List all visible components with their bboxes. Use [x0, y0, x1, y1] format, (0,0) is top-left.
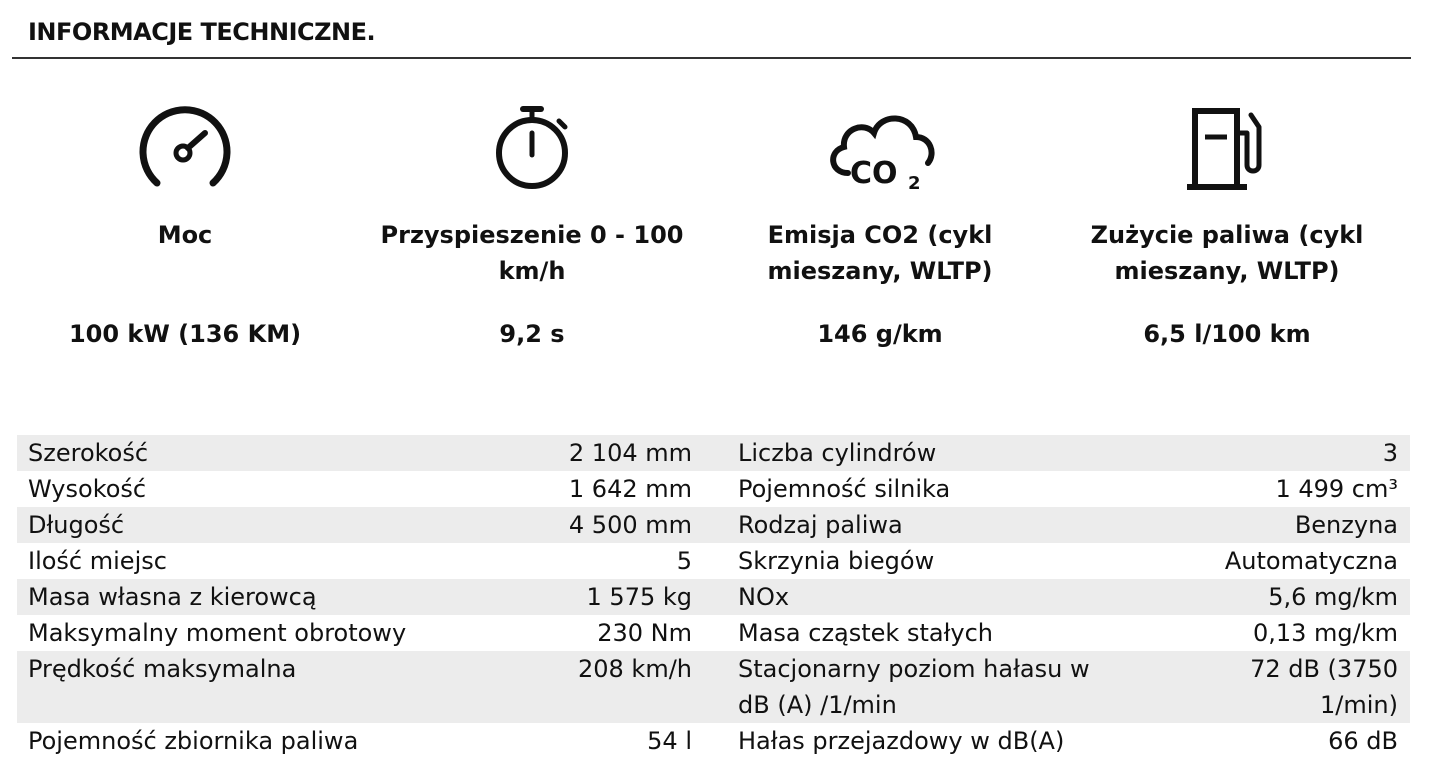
stat-fuel [1062, 100, 1392, 349]
spec-value: 5 [676, 547, 692, 575]
svg-text:2: 2 [908, 172, 921, 193]
spec-label: Maksymalny moment obrotowy [28, 619, 407, 647]
spec-label: Ilość miejsc [28, 547, 167, 575]
stat-label: Moc [157, 221, 213, 249]
stat-acceleration [367, 100, 697, 349]
spec-label: Liczba cylindrów [738, 439, 937, 467]
table-row [17, 579, 1410, 615]
spec-value: 1 575 kg [586, 583, 692, 611]
spec-value: 66 dB [1328, 727, 1398, 755]
table-row [17, 435, 1410, 471]
stat-value: 9,2 s [499, 320, 565, 348]
spec-label: Masa własna z kierowcą [28, 583, 317, 611]
spec-value: 2 104 mm [568, 439, 692, 467]
spec-value: 1 499 cm³ [1275, 475, 1398, 503]
spec-label: NOx [738, 583, 790, 611]
spec-value: Automatyczna [1224, 547, 1398, 575]
table-row [17, 723, 1410, 759]
stat-value: 100 kW (136 KM) [68, 320, 302, 348]
spec-value: 4 500 mm [568, 511, 692, 539]
stopwatch-icon [487, 103, 577, 193]
spec-label: Wysokość [28, 475, 147, 503]
co2-cloud-icon [820, 103, 940, 193]
spec-label: Pojemność zbiornika paliwa [28, 727, 359, 755]
spec-label: Rodzaj paliwa [738, 511, 903, 539]
key-stats [0, 100, 1440, 380]
svg-text:CO: CO [850, 155, 898, 191]
spec-value: 3 [1382, 439, 1398, 467]
spec-label: Szerokość [28, 439, 149, 467]
fuel-pump-icon [1177, 103, 1277, 193]
spec-value: 208 km/h [577, 655, 692, 683]
spec-label: Stacjonarny poziom hałasu w dB (A) /1/min [738, 655, 1090, 719]
spec-value: 5,6 mg/km [1268, 583, 1398, 611]
spec-label: Masa cząstek stałych [738, 619, 994, 647]
spec-label: Prędkość maksymalna [28, 655, 297, 683]
stat-value: 146 g/km [817, 320, 943, 348]
spec-value: 54 l [647, 727, 692, 755]
table-row [17, 651, 1410, 723]
spec-label: Pojemność silnika [738, 475, 951, 503]
spec-label: Skrzynia biegów [738, 547, 935, 575]
spec-value: 0,13 mg/km [1252, 619, 1398, 647]
table-row [17, 507, 1410, 543]
spec-table [17, 435, 1410, 759]
spec-label: Hałas przejazdowy w dB(A) [738, 727, 1065, 755]
spec-value: 230 Nm [597, 619, 692, 647]
stat-co2 [715, 100, 1045, 349]
page-title: INFORMACJE TECHNICZNE. [28, 18, 376, 46]
table-row [17, 615, 1410, 651]
spec-value: 1 642 mm [568, 475, 692, 503]
header-divider [12, 57, 1411, 59]
spec-label: Długość [28, 511, 125, 539]
stat-label: Zużycie paliwa (cykl mieszany, WLTP) [1090, 221, 1364, 285]
speedometer-icon [135, 103, 235, 193]
spec-value: Benzyna [1294, 511, 1398, 539]
stat-value: 6,5 l/100 km [1143, 320, 1311, 348]
spec-value: 72 dB (3750 1/min) [1250, 655, 1398, 719]
table-row [17, 471, 1410, 507]
stat-power [20, 100, 350, 349]
stat-label: Emisja CO2 (cykl mieszany, WLTP) [767, 221, 993, 285]
stat-label: Przyspieszenie 0 - 100 km/h [380, 221, 684, 285]
table-row [17, 543, 1410, 579]
